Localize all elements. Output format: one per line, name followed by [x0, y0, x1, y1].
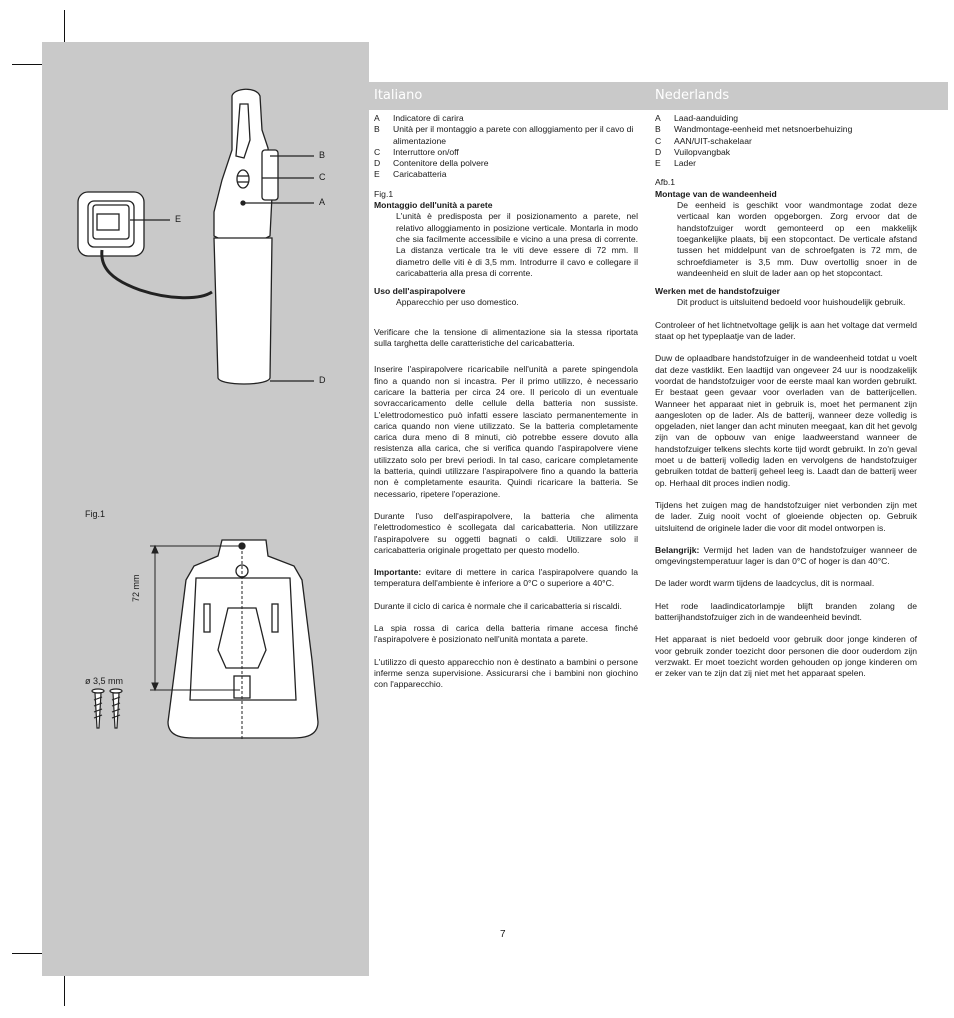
item-text: Laad-aanduiding: [674, 113, 739, 123]
figure-label: Fig.1: [85, 509, 106, 519]
list-item: [374, 113, 638, 124]
item-letter: A: [655, 113, 661, 123]
important-paragraph: [374, 567, 638, 590]
list-item: [655, 158, 917, 169]
list-item: [374, 147, 638, 158]
item-text: Interruttore on/off: [393, 146, 459, 157]
body-paragraph: La spia rossa di carica della batteria rimane accesa finché l'aspirapolvere è posizionato nell'unità montata a parete.: [374, 622, 638, 645]
callout-c: C: [319, 172, 326, 182]
important-label: Importante:: [374, 567, 422, 578]
callout-a: A: [319, 197, 326, 207]
important-text: evitare di mettere in carica l'aspirapolvere quando la temperatura dell'ambiente è inferiore a 0°C o superiore a 40°C.: [374, 567, 638, 589]
mount-heading: Montaggio dell'unità a parete: [374, 200, 493, 211]
screws-illustration: [92, 689, 122, 728]
body-paragraph: Verificare che la tensione di alimentazione sia la stessa riportata sulla targhetta delle caratteristiche del caricabatteria.: [374, 326, 638, 349]
mount-paragraph: L'unità è predisposta per il posizionamento a parete, nel relativo alloggiamento in posizione verticale. Montarla in modo che sia facilmente accessibile e vicino a una presa di corrente. La distanza verticale tra le viti deve essere di 72 mm. Il diametro delle viti è di 3,5 mm. Introdurre il cavo e collegare il caricabatteria alla presa di corrente.: [396, 211, 638, 278]
italiano-title: Italiano: [374, 88, 423, 103]
use-heading: Werken met de handstofzuiger: [655, 286, 780, 297]
item-text: Caricabatteria: [393, 169, 447, 180]
mount-paragraph: De eenheid is geschikt voor wandmontage zodat deze verticaal kan worden opgeborgen. Zorg ervoor dat de handstofzuiger wordt gemonteerd op een makkelijk toegankelijke plaats, bij een stopcontact. De verticale afstand tussen het middelpunt van de schroefgaten is 72 mm, de schroefdiameter is 3,5 mm. Duw overtollig snoer in de wandeenheid en sluit de lader aan op het stopcontact.: [677, 200, 917, 278]
item-text: Contenitore della polvere: [393, 158, 489, 169]
callout-b: B: [319, 150, 326, 160]
body-paragraph: Controleer of het lichtnetvoltage gelijk is aan het voltage dat vermeld staat op het typeplaatje van de lader.: [655, 319, 917, 342]
item-letter: B: [655, 124, 661, 135]
important-text: Vermijd het laden van de handstofzuiger wanneer de omgevingstemperatuur lager is dan 0°C of hoger is dan 40°C.: [655, 544, 917, 567]
body-paragraph: Duw de oplaadbare handstofzuiger in de wandeenheid totdat u voelt dat deze vastklikt. Een laadtijd van ongeveer 24 uur is noodzakelijk voordat de handstofzuiger voor de eerste maal kan worden gebruikt. Er bestaat geen gevaar voor overladen van de batterijcellen. Wanneer het apparaat niet in gebruik is, moet het permanent zijn aangesloten op de lader. Als de batterij, wanneer deze volledig is opgeladen, niet langer dan acht minuten meegaat, kan dit het gevolg zijn van de opbouw van enige laadweerstand wanneer de handstofzuiger telkens slechts korte tijd wordt gebruikt. In zo'n geval moet u de batterij volledig laden en vervolgens de handstofzuiger gebruiken totdat de batterij geheel leeg is. Laadt dan de batterij weer op. Herhaal dit proces indien nodig.: [655, 353, 917, 488]
callout-d: D: [319, 375, 326, 385]
fig-reference: Fig.1: [374, 188, 394, 199]
italiano-column: [374, 113, 638, 690]
list-item: [374, 158, 638, 169]
list-item: [374, 124, 638, 147]
list-item: [655, 113, 917, 124]
item-letter: C: [374, 146, 381, 157]
body-paragraph: L'utilizzo di questo apparecchio non è destinato a bambini o persone inferme senza supervisione. Assicurarsi che i bambini non giochino con l'apparecchio.: [374, 656, 638, 690]
body-paragraph: Inserire l'aspirapolvere ricaricabile nell'unità a parete spingendola fino a quando non si incastra. Per il primo utilizzo, è necessario caricare la batteria per circa 24 ore. Il pericolo di un eventuale sovraccaricamento delle cellule della batteria non sussiste. L'elettrodomestico può infatti essere lasciato permanentemente in carica quando non viene utilizzato. Se la batteria completamente carica dura meno di 8 minuti, ciò potrebbe essere dovuto alla resistenza alla carica, che si verifica quando l'aspirapolvere viene utilizzato solo per brevi periodi. In tal caso, caricare completamente la batteria, quindi utilizzare l'aspirapolvere fino a quando la batteria non è completamente esaurita. Quindi ricaricare la batteria. Se necessario, ripetere l'operazione.: [374, 364, 638, 499]
item-text: Unità per il montaggio a parete con alloggiamento per il cavo di alimentazione: [393, 124, 634, 146]
body-paragraph: Tijdens het zuigen mag de handstofzuiger niet verbonden zijn met de lader. Zuig nooit vocht of gloeiende objecten op. Gebruik uitsluitend de originele lader die voor dit model ontworpen is.: [655, 499, 917, 533]
callout-e: E: [175, 214, 182, 224]
vacuum-illustration: [214, 89, 278, 384]
use-intro: Apparecchio per uso domestico.: [396, 297, 519, 308]
important-label: Belangrijk:: [655, 544, 700, 555]
important-paragraph: [655, 545, 917, 568]
body-paragraph: Het apparaat is niet bedoeld voor gebruik door jonge kinderen of voor gebruik zonder toezicht door personen die door ouderdom zijn verzwakt. Er moet toezicht worden gehouden op jonge kinderen om er zeker van te zijn dat zij niet met het apparaat spelen.: [655, 634, 917, 679]
charger-cable: [102, 250, 212, 298]
item-text: Indicatore di carira: [393, 113, 464, 123]
list-item: [655, 124, 917, 135]
list-item: [374, 169, 638, 180]
item-letter: D: [374, 158, 381, 169]
body-paragraph: De lader wordt warm tijdens de laadcyclus, dit is normaal.: [655, 578, 875, 589]
charger-illustration: [78, 192, 144, 256]
wall-mount-illustration: [168, 540, 318, 738]
language-header-band: [369, 82, 948, 110]
item-letter: B: [374, 124, 380, 135]
fig-reference: Afb.1: [655, 177, 676, 188]
item-text: Wandmontage-eenheid met netsnoerbehuizing: [674, 124, 853, 135]
item-letter: A: [374, 113, 380, 123]
nederlands-column: [655, 113, 917, 679]
item-text: Vuilopvangbak: [674, 146, 731, 157]
item-letter: E: [655, 158, 661, 169]
list-item: [655, 147, 917, 158]
page-number: 7: [500, 929, 506, 940]
use-intro: Dit product is uitsluitend bedoeld voor huishoudelijk gebruik.: [677, 297, 906, 308]
list-item: [655, 136, 917, 147]
item-letter: D: [655, 146, 662, 157]
screw-diameter-label: ø 3,5 mm: [85, 676, 124, 686]
body-paragraph: Durante l'uso dell'aspirapolvere, la batteria che alimenta l'elettrodomestico è scollegata dal caricabatteria. Non utilizzare l'aspirapolvere su oggetti bagnati o caldi. Utilizzare solo il caricabatteria originale progettato per questo modello.: [374, 510, 638, 555]
use-heading: Uso dell'aspirapolvere: [374, 286, 466, 297]
dimension-label: 72 mm: [131, 574, 141, 602]
item-letter: C: [655, 135, 662, 146]
body-paragraph: Durante il ciclo di carica è normale che il caricabatteria si riscaldi.: [374, 600, 622, 611]
nederlands-title: Nederlands: [655, 88, 730, 103]
item-text: Lader: [674, 158, 696, 169]
body-paragraph: Het rode laadindicatorlampje blijft branden zolang de batterijhandstofzuiger zich in de wandeenheid bevindt.: [655, 600, 917, 622]
item-text: AAN/UIT-schakelaar: [674, 135, 752, 146]
item-letter: E: [374, 169, 380, 180]
mount-heading: Montage van de wandeenheid: [655, 188, 777, 199]
